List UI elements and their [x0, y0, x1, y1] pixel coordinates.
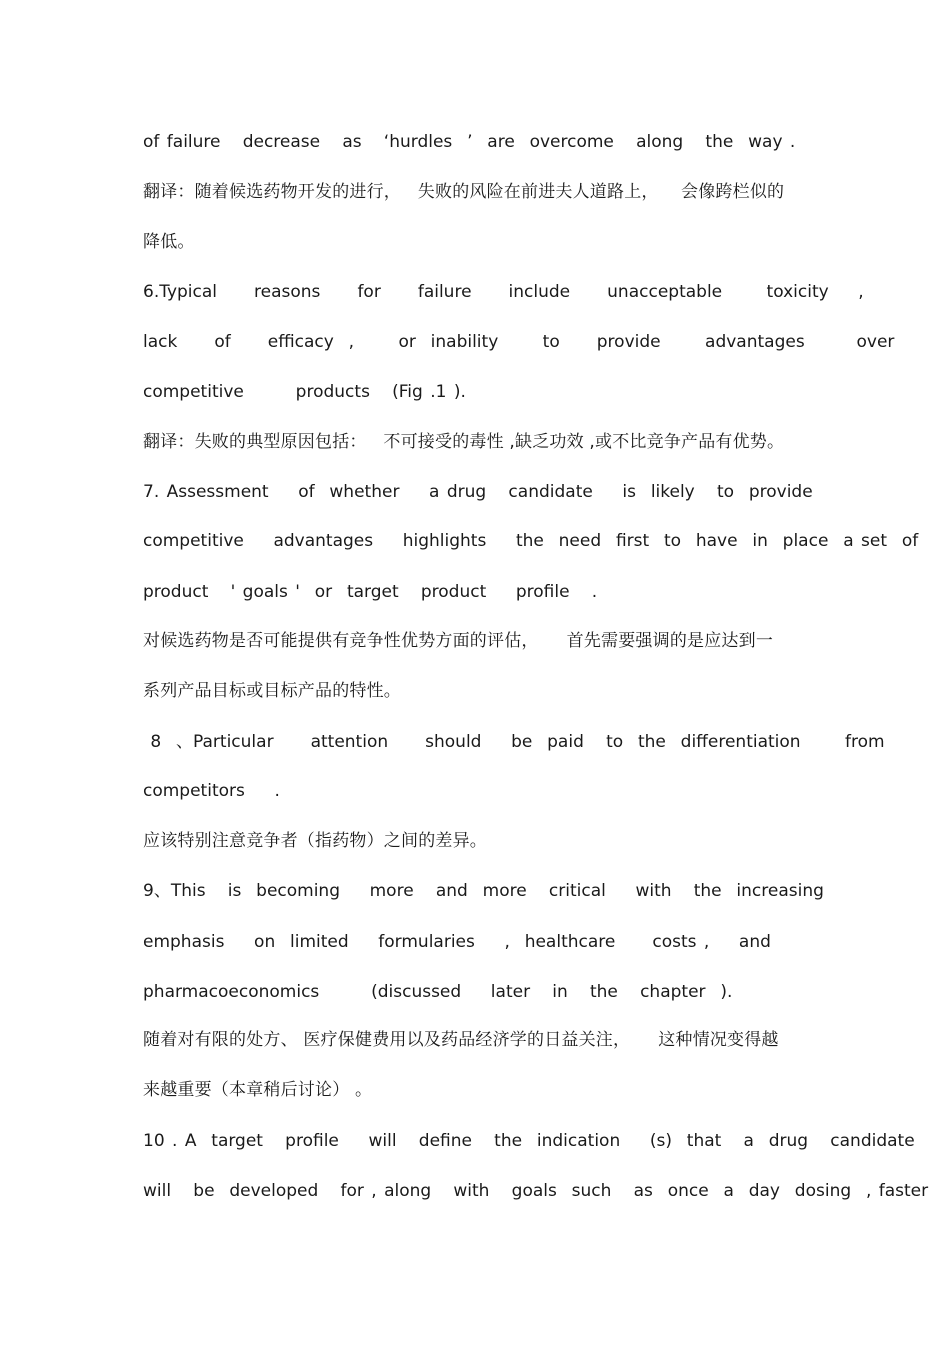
- item-6-line-3: competitive products (Fig .1 ).: [143, 382, 466, 402]
- item-6-line-2: lack of efficacy , or inability to provide advantages over: [143, 332, 895, 352]
- item-9-line-2: emphasis on limited formularies , healthcare costs , and: [143, 932, 771, 952]
- item-9-translation-1: 随着对有限的处方、 医疗保健费用以及药品经济学的日益关注， 这种情况变得越: [143, 1030, 779, 1050]
- item-7-translation-2: 系列产品目标或目标产品的特性。: [143, 681, 401, 701]
- item-9-line-3: pharmacoeconomics (discussed later in the chapter ).: [143, 982, 733, 1002]
- item-8-line-2: competitors .: [143, 781, 280, 801]
- item-8-translation: 应该特别注意竞争者（指药物）之间的差异。: [143, 831, 487, 851]
- item-10-line-2: will be developed for , along with goals such as once a day dosing , faster: [143, 1181, 929, 1201]
- item-7-line-2: competitive advantages highlights the need first to have in place a set of: [143, 531, 919, 551]
- item-7-line-3: product ' goals ' or target product profile .: [143, 582, 598, 602]
- text-line-1: of failure decrease as ‘hurdles ’ are overcome along the way .: [143, 132, 796, 152]
- item-7-line-1: 7. Assessment of whether a drug candidate is likely to provide: [143, 482, 813, 502]
- item-10-line-1: 10 . A target profile will define the indication (s) that a drug candidate: [143, 1131, 915, 1151]
- item-9-translation-2: 来越重要（本章稍后讨论） 。: [143, 1080, 373, 1100]
- item-8-line-1: 8 、Particular attention should be paid to the differentiation from: [143, 732, 885, 752]
- translation-line-1: 翻译：随着候选药物开发的进行， 失败的风险在前进夫人道路上， 会像跨栏似的: [143, 182, 785, 202]
- item-6-line-1: 6.Typical reasons for failure include unacceptable toxicity ,: [143, 282, 864, 302]
- item-7-translation-1: 对候选药物是否可能提供有竞争性优势方面的评估， 首先需要强调的是应达到一: [143, 631, 774, 651]
- item-9-line-1: 9、This is becoming more and more critical with the increasing: [143, 881, 824, 901]
- translation-line-2: 降低。: [143, 232, 195, 252]
- item-6-translation: 翻译：失败的典型原因包括： 不可接受的毒性 ,缺乏功效 ,或不比竞争产品有优势。: [143, 432, 785, 452]
